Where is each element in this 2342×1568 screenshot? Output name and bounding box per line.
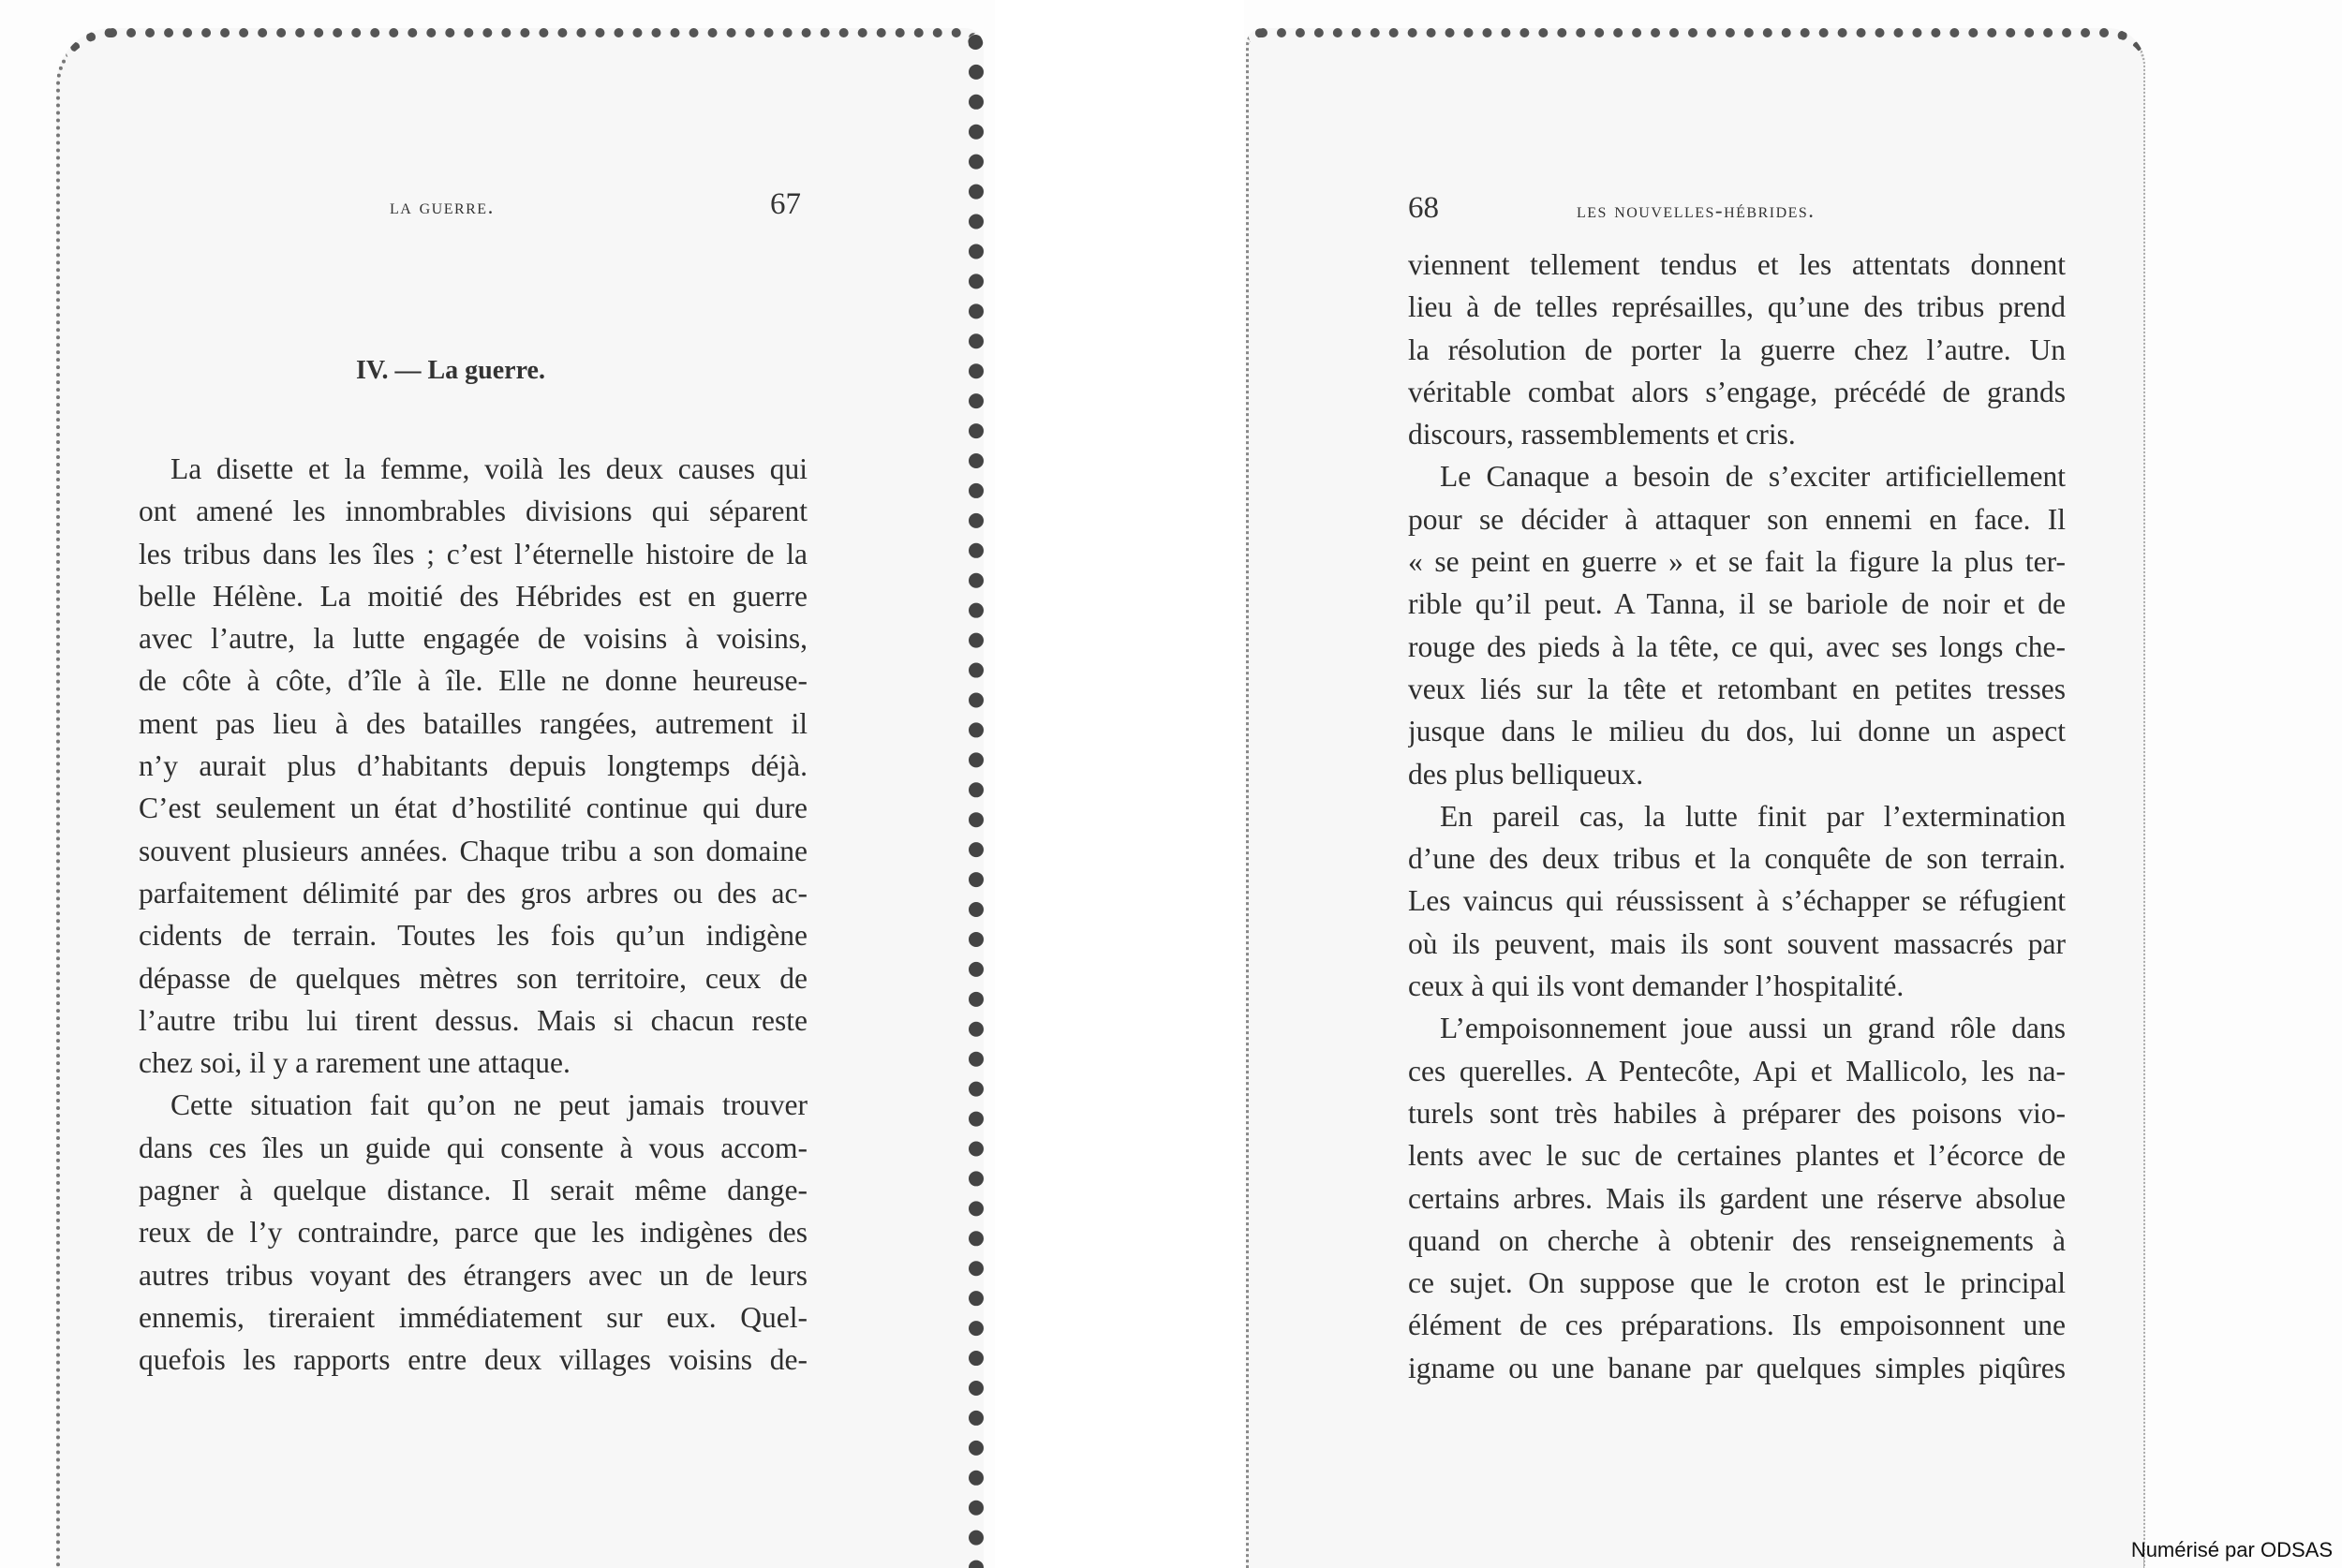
text-line: rouge des pieds à la tête, ce qui, avec ses longs che- — [1408, 629, 2066, 663]
text-line: ceux à qui ils vont demander l’hospitalité. — [1408, 969, 1905, 1003]
text-line: pagner à quelque distance. Il serait même dange- — [139, 1174, 808, 1207]
text-line: quefois les rapports entre deux villages voisins de- — [139, 1343, 808, 1377]
text-line: veux liés sur la tête et retombant en petites tresses — [1408, 672, 2066, 705]
text-line: Le Canaque a besoin de s’exciter artificiellement — [1440, 460, 2066, 494]
text-line: des plus belliqueux. — [1408, 757, 1644, 791]
text-line: rible qu’il peut. A Tanna, il se bariole de noir et de — [1408, 587, 2066, 621]
text-line: les tribus dans les îles ; c’est l’éternelle histoire de la — [139, 537, 808, 570]
right-running-head: les nouvelles-hébrides. — [1577, 199, 1816, 222]
text-line: véritable combat alors s’engage, précédé de grands — [1408, 375, 2066, 408]
text-line: Les vaincus qui réussissent à s’échapper se réfugient — [1408, 884, 2066, 918]
text-line: En pareil cas, la lutte finit par l’extermination — [1440, 799, 2066, 833]
section-title: IV. — La guerre. — [356, 356, 545, 385]
text-line: ces querelles. A Pentecôte, Api et Mallicolo, les na- — [1408, 1054, 2066, 1087]
text-line: reux de l’y contraindre, parce que les indigènes des — [139, 1216, 808, 1250]
text-line: viennent tellement tendus et les attentats donnent — [1408, 248, 2066, 281]
text-line: ont amené les innombrables divisions qui séparent — [139, 495, 808, 528]
text-line: l’autre tribu lui tirent dessus. Mais si chacun reste — [139, 1003, 808, 1037]
text-line: cidents de terrain. Toutes les fois qu’un indigène — [139, 919, 808, 953]
text-line: « se peint en guerre » et se fait la figure la plus ter- — [1408, 545, 2066, 579]
text-line: chez soi, il y a rarement une attaque. — [139, 1046, 571, 1080]
text-line: ce sujet. On suppose que le croton est le principal — [1408, 1266, 2066, 1300]
text-line: souvent plusieurs années. Chaque tribu a son domaine — [139, 834, 808, 867]
text-line: discours, rassemblements et cris. — [1408, 418, 1796, 451]
left-body-text — [139, 448, 808, 1382]
text-line: dans ces îles un guide qui consente à vous accom- — [139, 1131, 808, 1164]
text-line: de côte à côte, d’île à île. Elle ne donne heureuse- — [139, 664, 808, 698]
text-line: pour se décider à attaquer son ennemi en face. Il — [1408, 502, 2066, 536]
text-line: élément de ces préparations. Ils empoisonnent une — [1408, 1309, 2066, 1342]
text-line: Cette situation fait qu’on ne peut jamais trouver — [170, 1088, 808, 1122]
left-page-number: 67 — [770, 187, 801, 221]
left-running-head: la guerre. — [390, 195, 495, 218]
gutter — [995, 0, 1244, 1568]
text-line: ment pas lieu à des batailles rangées, autrement il — [139, 706, 808, 740]
text-line: lieu à de telles représailles, qu’une des tribus prend — [1408, 290, 2066, 324]
right-body-text — [1408, 244, 2066, 1389]
text-line: turels sont très habiles à préparer des poisons vio- — [1408, 1096, 2066, 1130]
text-line: C’est seulement un état d’hostilité continue qui dure — [139, 791, 808, 825]
text-line: igname ou une banane par quelques simples piqûres — [1408, 1351, 2066, 1384]
text-line: la résolution de porter la guerre chez l’autre. Un — [1408, 333, 2066, 366]
text-line: n’y aurait plus d’habitants depuis longtemps déjà. — [139, 749, 808, 783]
text-line: parfaitement délimité par des gros arbres ou des ac- — [139, 876, 808, 910]
text-line: ennemis, tireraient immédiatement sur eux. Quel- — [139, 1300, 808, 1334]
digitization-credit: Numérisé par ODSAS — [2130, 1538, 2333, 1561]
text-line: où ils peuvent, mais ils sont souvent massacrés par — [1408, 926, 2066, 960]
text-line: La disette et la femme, voilà les deux causes qui — [170, 452, 808, 485]
text-line: jusque dans le milieu du dos, lui donne un aspect — [1408, 715, 2066, 748]
text-line: avec l’autre, la lutte engagée de voisins à voisins, — [139, 622, 808, 656]
text-line: certains arbres. Mais ils gardent une réserve absolue — [1408, 1181, 2066, 1215]
text-line: L’empoisonnement joue aussi un grand rôle dans — [1440, 1012, 2066, 1045]
text-line: belle Hélène. La moitié des Hébrides est en guerre — [139, 579, 808, 613]
right-page-number: 68 — [1408, 191, 1439, 225]
text-line: lents avec le suc de certaines plantes et l’écorce de — [1408, 1139, 2066, 1173]
text-line: autres tribus voyant des étrangers avec un de leurs — [139, 1258, 808, 1292]
text-line: quand on cherche à obtenir des renseignements à — [1408, 1223, 2066, 1257]
text-line: d’une des deux tribus et la conquête de son terrain. — [1408, 842, 2066, 876]
text-line: dépasse de quelques mètres son territoire, ceux de — [139, 961, 808, 995]
